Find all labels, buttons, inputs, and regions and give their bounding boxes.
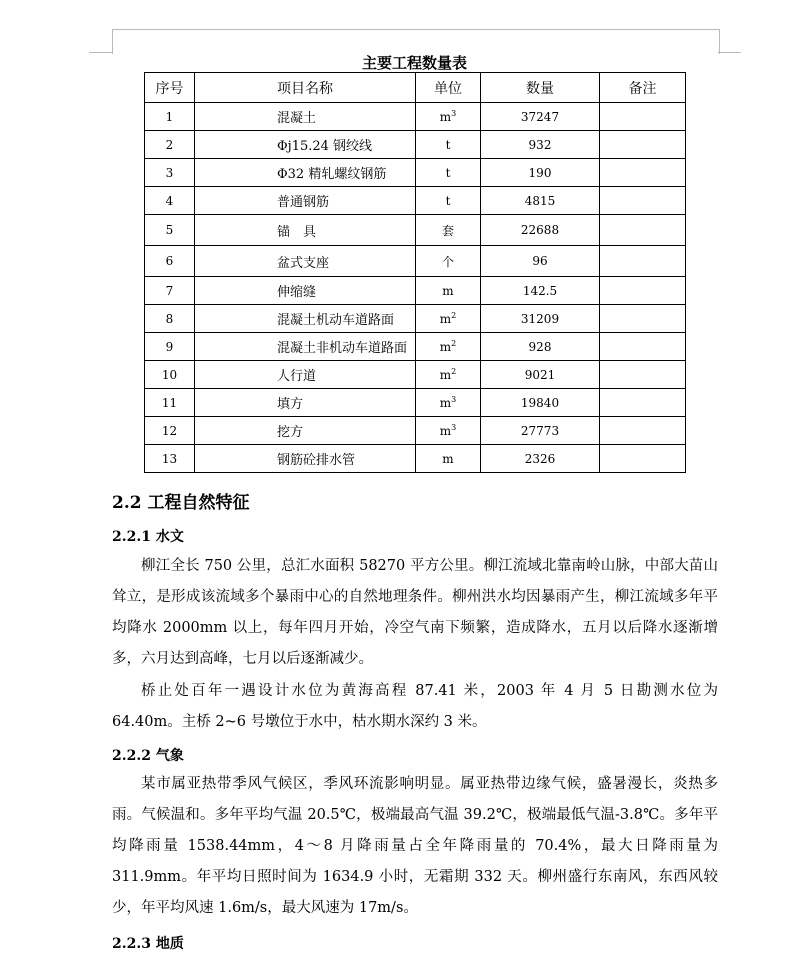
note-cell: [600, 305, 686, 333]
quantity-cell: 932: [481, 131, 600, 159]
row-number-cell: 3: [145, 159, 195, 187]
note-cell: [600, 445, 686, 473]
table-row: [145, 159, 686, 187]
item-name-cell: 混凝土: [195, 103, 416, 131]
item-name-cell: 盆式支座: [195, 246, 416, 277]
unit-cell: [416, 103, 481, 131]
unit-cell: [416, 305, 481, 333]
unit-exponent: 3: [451, 423, 457, 432]
quantity-cell: 31209: [481, 305, 600, 333]
hydrology-paragraph-1: 柳江全长 750 公里，总汇水面积 58270 平方公里。柳江流域北靠南岭山脉，中部大苗山耸立，是形成该流域多个暴雨中心的自然地理条件。柳州洪水均因暴雨产生，柳江流域多年平均降水 2000mm 以上，每年四月开始，冷空气南下频繁，造成降水，五月以后降水逐渐增多，六月达到高峰，七月以后逐渐减少。: [112, 558, 718, 667]
item-name-cell: 普通钢筋: [195, 187, 416, 215]
unit-base: m: [439, 424, 452, 438]
note-cell: [600, 389, 686, 417]
quantity-cell: 190: [481, 159, 600, 187]
note-cell: [600, 131, 686, 159]
item-name-cell: 挖方: [195, 417, 416, 445]
unit-cell: [416, 445, 481, 473]
note-cell: [600, 246, 686, 277]
unit-base: t: [445, 165, 451, 180]
table-row: [145, 361, 686, 389]
item-name-cell: 锚 具: [195, 215, 416, 246]
table-row: [145, 187, 686, 215]
table-row: [145, 333, 686, 361]
unit-cell: [416, 187, 481, 215]
quantity-cell: 2326: [481, 445, 600, 473]
row-number-cell: 12: [145, 417, 195, 445]
quantity-cell: 9021: [481, 361, 600, 389]
item-name-cell: 混凝土机动车道路面: [195, 305, 416, 333]
table-row: [145, 445, 686, 473]
unit-cell: [416, 246, 481, 277]
quantity-cell: 27773: [481, 417, 600, 445]
header-cell: 单位: [416, 73, 481, 103]
item-name-cell: Φ32 精轧螺纹钢筋: [195, 159, 416, 187]
row-number-cell: 5: [145, 215, 195, 246]
hydrology-paragraph-2: 桥止处百年一遇设计水位为黄海高程 87.41 米，2003 年 4 月 5 日勘测水位为 64.40m。主桥 2~6 号墩位于水中，枯水期水深约 3 米。: [112, 683, 718, 730]
unit-base: m: [439, 312, 452, 326]
unit-cell: [416, 215, 481, 246]
unit-base: m: [439, 110, 452, 124]
header-cell: 备注: [600, 73, 686, 103]
quantity-cell: 22688: [481, 215, 600, 246]
unit-cell: [416, 361, 481, 389]
weather-paragraph: 某市属亚热带季风气候区，季风环流影响明显。属亚热带边缘气候，盛暑漫长，炎热多雨。气候温和。多年平均气温 20.5℃，极端最高气温 39.2℃，极端最低气温-3.8℃。多年平均降雨量 1538.44mm，4～8 月降雨量占全年降雨量的 70.4%，最大日降雨量为 311.9mm。年平均日照时间为 1634.9 小时，无霜期 332 天。柳州盛行东南风，东西风较少，年平均风速 1.6m/s，最大风速为 17m/s。: [112, 776, 718, 916]
note-cell: [600, 333, 686, 361]
row-number-cell: 2: [145, 131, 195, 159]
unit-base: m: [439, 368, 452, 382]
row-number-cell: 11: [145, 389, 195, 417]
table-row: [145, 215, 686, 246]
unit-exponent: 2: [451, 311, 457, 320]
quantity-cell: 928: [481, 333, 600, 361]
unit-exponent: 3: [451, 395, 457, 404]
item-name-cell: 伸缩缝: [195, 277, 416, 305]
geology-heading: 2.2.3 地质: [112, 936, 184, 952]
unit-base: 个: [441, 254, 454, 269]
note-cell: [600, 361, 686, 389]
unit-exponent: 3: [451, 109, 457, 118]
table-row: [145, 417, 686, 445]
header-cell: 数量: [481, 73, 600, 103]
quantity-table: [144, 72, 686, 473]
item-name-cell: 填方: [195, 389, 416, 417]
item-name-cell: 混凝土非机动车道路面: [195, 333, 416, 361]
unit-base: t: [445, 193, 451, 208]
margin-line-left: [89, 52, 112, 53]
table-row: [145, 277, 686, 305]
unit-cell: [416, 159, 481, 187]
item-name-cell: 人行道: [195, 361, 416, 389]
unit-cell: [416, 131, 481, 159]
item-name-cell: 钢筋砼排水管: [195, 445, 416, 473]
page-corner-marks: [112, 29, 720, 54]
weather-heading: 2.2.2 气象: [112, 748, 184, 764]
note-cell: [600, 103, 686, 131]
unit-base: m: [439, 340, 452, 354]
unit-base: m: [442, 283, 454, 298]
table-row: [145, 131, 686, 159]
unit-base: m: [439, 396, 452, 410]
note-cell: [600, 215, 686, 246]
note-cell: [600, 277, 686, 305]
quantity-cell: 4815: [481, 187, 600, 215]
row-number-cell: 4: [145, 187, 195, 215]
note-cell: [600, 417, 686, 445]
unit-base: t: [445, 137, 451, 152]
row-number-cell: 10: [145, 361, 195, 389]
quantity-cell: 142.5: [481, 277, 600, 305]
unit-cell: [416, 389, 481, 417]
unit-exponent: 2: [451, 339, 457, 348]
unit-cell: [416, 277, 481, 305]
unit-cell: [416, 333, 481, 361]
note-cell: [600, 159, 686, 187]
table-row: [145, 246, 686, 277]
row-number-cell: 13: [145, 445, 195, 473]
table-row: [145, 305, 686, 333]
table-title: 主要工程数量表: [361, 54, 467, 72]
section-heading: 2.2 工程自然特征: [112, 493, 250, 513]
margin-line-right: [718, 52, 741, 53]
table-row: [145, 103, 686, 131]
quantity-cell: 96: [481, 246, 600, 277]
note-cell: [600, 187, 686, 215]
header-cell: 项目名称: [195, 73, 416, 103]
row-number-cell: 7: [145, 277, 195, 305]
row-number-cell: 9: [145, 333, 195, 361]
unit-base: m: [442, 451, 454, 466]
table-row: [145, 389, 686, 417]
row-number-cell: 8: [145, 305, 195, 333]
unit-cell: [416, 417, 481, 445]
hydrology-heading: 2.2.1 水文: [112, 529, 184, 545]
quantity-cell: 19840: [481, 389, 600, 417]
quantity-cell: 37247: [481, 103, 600, 131]
unit-base: 套: [441, 223, 454, 238]
row-number-cell: 1: [145, 103, 195, 131]
unit-exponent: 2: [451, 367, 457, 376]
item-name-cell: Φj15.24 钢绞线: [195, 131, 416, 159]
table-header-row: [145, 73, 686, 103]
row-number-cell: 6: [145, 246, 195, 277]
header-cell: 序号: [145, 73, 195, 103]
